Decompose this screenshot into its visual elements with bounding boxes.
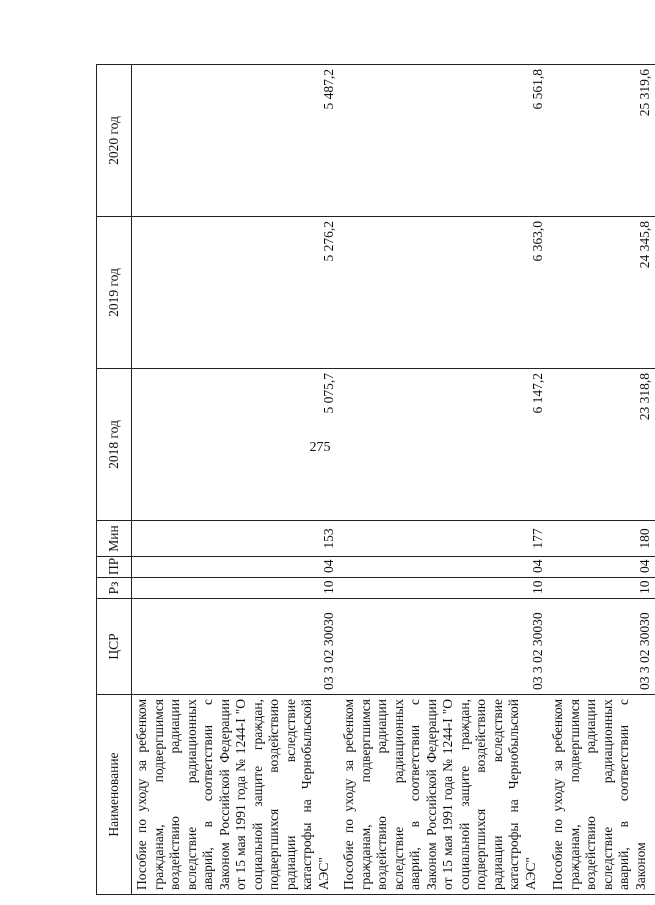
row-2019: 24 345,8 <box>548 217 655 369</box>
row-min: 177 <box>339 521 548 557</box>
row-csr: 03 3 02 30030 <box>132 599 340 695</box>
table-header-row <box>97 65 132 895</box>
row-name: Пособие по уходу за ребенком гражданам, подвергшимся воздействию радиации вследствие радиационных аварий, в соответствии с Законом <box>548 695 655 895</box>
header-2018: 2018 год <box>97 369 132 521</box>
row-name: Пособие по уходу за ребенком гражданам, подвергшимся воздействию радиации вследствие радиационных аварий, в соответствии с Законом Российской Федерации от 15 мая 1991 года № 1244-I "О социальной защите граждан, подвергшихся воздействию радиации вследствие катастрофы на Чернобыльской АЭС" <box>339 695 548 895</box>
row-name: Пособие по уходу за ребенком гражданам, подвергшимся воздействию радиации вследствие радиационных аварий, в соответствии с Законом Российской Федерации от 15 мая 1991 года № 1244-I "О социальной защите граждан, подвергшихся воздействию радиации вследствие катастрофы на Чернобыльской АЭС" <box>132 695 340 895</box>
table-row <box>339 65 548 895</box>
row-min: 180 <box>548 521 655 557</box>
rotated-table-wrapper <box>96 65 652 895</box>
row-2020: 5 487,2 <box>132 65 340 217</box>
row-2020: 25 319,6 <box>548 65 655 217</box>
row-2018: 5 075,7 <box>132 369 340 521</box>
header-name: Наименование <box>97 695 132 895</box>
row-pr: 04 <box>548 557 655 578</box>
table-row <box>548 65 655 895</box>
table-row <box>132 65 340 895</box>
row-min: 153 <box>132 521 340 557</box>
row-2019: 6 363,0 <box>339 217 548 369</box>
page-number: 275 <box>309 440 331 455</box>
header-2020: 2020 год <box>97 65 132 217</box>
header-min: Мин <box>97 521 132 557</box>
row-2018: 23 318,8 <box>548 369 655 521</box>
row-rz: 10 <box>132 578 340 599</box>
row-pr: 04 <box>339 557 548 578</box>
header-csr: ЦСР <box>97 599 132 695</box>
header-rz: Рз <box>97 578 132 599</box>
row-rz: 10 <box>339 578 548 599</box>
row-pr: 04 <box>132 557 340 578</box>
row-2020: 6 561,8 <box>339 65 548 217</box>
budget-table <box>96 64 655 895</box>
row-2018: 6 147,2 <box>339 369 548 521</box>
row-csr: 03 3 02 30030 <box>339 599 548 695</box>
header-2019: 2019 год <box>97 217 132 369</box>
header-pr: ПР <box>97 557 132 578</box>
row-2019: 5 276,2 <box>132 217 340 369</box>
row-rz: 10 <box>548 578 655 599</box>
row-csr: 03 3 02 30030 <box>548 599 655 695</box>
